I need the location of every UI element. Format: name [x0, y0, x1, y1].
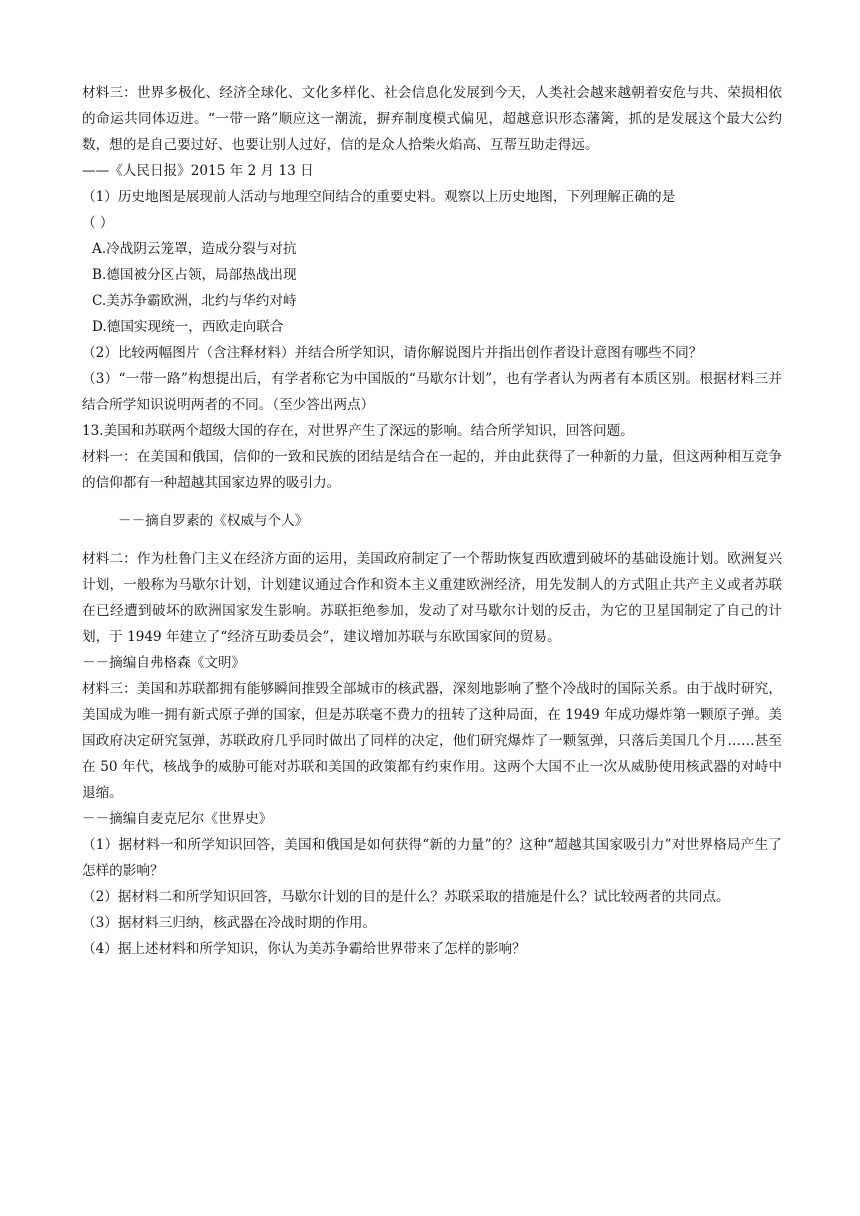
option-d: D.德国实现统一，西欧走向联合 [92, 319, 284, 335]
sub-question-4: （4）据上述材料和所学知识，你认为美苏争霸给世界带来了怎样的影响？ [82, 941, 526, 957]
option-a: A.冷战阴云笼罩，造成分裂与对抗 [92, 241, 297, 257]
material3-text: 材料三：美国和苏联都拥有能够瞬间推毁全部城市的核武器，深刻地影响了整个冷战时的国际关系。由于战时研究，美国成为唯一拥有新式原子弹的国家，但是苏联毫不费力的扭转了这种局面，在 1949 年成功爆炸第一颗原子弹。美国政府决定研究氢弹，苏联政府几乎同时做出了同样的决定，他们研究爆炸了一颗氢弹，只落后美国几个月……甚至在 50 年代，核战争的威胁可能对苏联和美国的政策都有约束作用。这两个大国不止一次从威胁使用核武器的对峙中退缩。 [82, 681, 782, 801]
question-13-title: 13.美国和苏联两个超级大国的存在，对世界产生了深远的影响。结合所学知识，回答问题。 [82, 423, 634, 439]
question-3: （3）“一带一路”构想提出后，有学者称它为中国版的“马歇尔计划”，也有学者认为两者有本质区别。根据材料三并结合所学知识说明两者的不同。（至少答出两点） [82, 371, 782, 413]
sub-question-3: （3）据材料三归纳，核武器在冷战时期的作用。 [82, 915, 377, 931]
option-c: C.美苏争霸欧洲，北约与华约对峙 [92, 293, 297, 309]
material3-source-2: －－摘编自麦克尼尔《世界史》 [82, 811, 273, 827]
material1-source: －－摘自罗素的《权威与个人》 [118, 513, 309, 529]
material3-source: ——《人民日报》2015 年 2 月 13 日 [82, 163, 314, 179]
question-1-blank: （ ） [82, 215, 114, 231]
sub-question-2: （2）据材料二和所学知识回答，马歇尔计划的目的是什么？苏联采取的措施是什么？试比较两者的共同点。 [82, 889, 730, 905]
material2-source: －－摘编自弗格森《文明》 [82, 655, 246, 671]
document-page [82, 80, 782, 962]
material1-text: 材料一：在美国和俄国，信仰的一致和民族的团结是结合在一起的，并由此获得了一种新的力量，但这两种相互竞争的信仰都有一种超越其国家边界的吸引力。 [82, 449, 782, 491]
question-1: （1）历史地图是展现前人活动与地理空间结合的重要史料。观察以上历史地图，下列理解正确的是 [82, 189, 676, 205]
option-b: B.德国被分区占领，局部热战出现 [92, 267, 297, 283]
sub-question-1: （1）据材料一和所学知识回答，美国和俄国是如何获得“新的力量”的？这种“超越其国家吸引力”对世界格局产生了怎样的影响？ [82, 837, 782, 879]
question-2: （2）比较两幅图片（含注释材料）并结合所学知识，请你解说图片并指出创作者设计意图有哪些不同？ [82, 345, 703, 361]
material2-text: 材料二：作为杜鲁门主义在经济方面的运用，美国政府制定了一个帮助恢复西欧遭到破坏的基础设施计划。欧洲复兴计划，一般称为马歇尔计划，计划建议通过合作和资本主义重建欧洲经济，用先发制人的方式阻止共产主义或者苏联在已经遭到破坏的欧洲国家发生影响。苏联拒绝参加，发动了对马歇尔计划的反击，为它的卫星国制定了自己的计划，于 1949 年建立了“经济互助委员会”，建议增加苏联与东欧国家间的贸易。 [82, 551, 782, 645]
material3-intro: 材料三：世界多极化、经济全球化、文化多样化、社会信息化发展到今天，人类社会越来越朝着安危与共、荣损相依的命运共同体迈进。“一带一路”顺应这一潮流，摒弃制度模式偏见，超越意识形态藩篱，抓的是发展这个最大公约数，想的是自己要过好、也要让别人过好，信的是众人拾柴火焰高、互帮互助走得远。 [82, 85, 782, 153]
